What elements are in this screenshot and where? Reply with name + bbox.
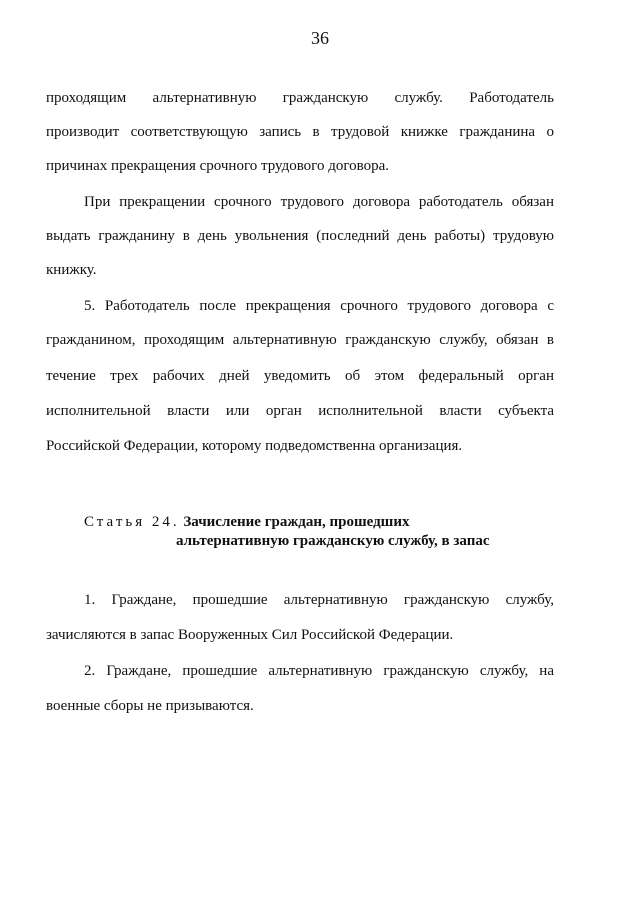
paragraph-line: проходящим альтернативную гражданскую службу. Работодатель bbox=[46, 90, 554, 106]
article-item-line: военные сборы не призываются. bbox=[46, 698, 254, 714]
paragraph-line: течение трех рабочих дней уведомить об этом федеральный орган bbox=[46, 368, 554, 384]
paragraph-line: При прекращении срочного трудового договора работодатель обязан bbox=[84, 194, 554, 210]
article-label: Статья 24. bbox=[84, 514, 180, 530]
article-title-continued: альтернативную гражданскую службу, в запас bbox=[176, 533, 490, 549]
paragraph-line: книжку. bbox=[46, 262, 97, 278]
paragraph-line: выдать гражданину в день увольнения (последний день работы) трудовую bbox=[46, 228, 554, 244]
page-number: 36 bbox=[311, 28, 329, 48]
article-item-line: 2. Граждане, прошедшие альтернативную гражданскую службу, на bbox=[84, 663, 554, 679]
paragraph-line: Российской Федерации, которому подведомственна организация. bbox=[46, 438, 463, 454]
paragraph-line: причинах прекращения срочного трудового договора. bbox=[46, 158, 390, 174]
paragraph-line: исполнительной власти или орган исполнительной власти субъекта bbox=[46, 403, 554, 419]
article-item-line: 1. Граждане, прошедшие альтернативную гражданскую службу, bbox=[84, 592, 554, 608]
article-heading bbox=[84, 512, 554, 532]
paragraph-line: гражданином, проходящим альтернативную гражданскую службу, обязан в bbox=[46, 332, 554, 348]
paragraph-line: производит соответствующую запись в трудовой книжке гражданина о bbox=[46, 124, 554, 140]
paragraph-line: 5. Работодатель после прекращения срочного трудового договора с bbox=[84, 298, 554, 314]
article-item-line: зачисляются в запас Вооруженных Сил Российской Федерации. bbox=[46, 627, 454, 643]
article-title: Зачисление граждан, прошедших bbox=[183, 514, 410, 530]
